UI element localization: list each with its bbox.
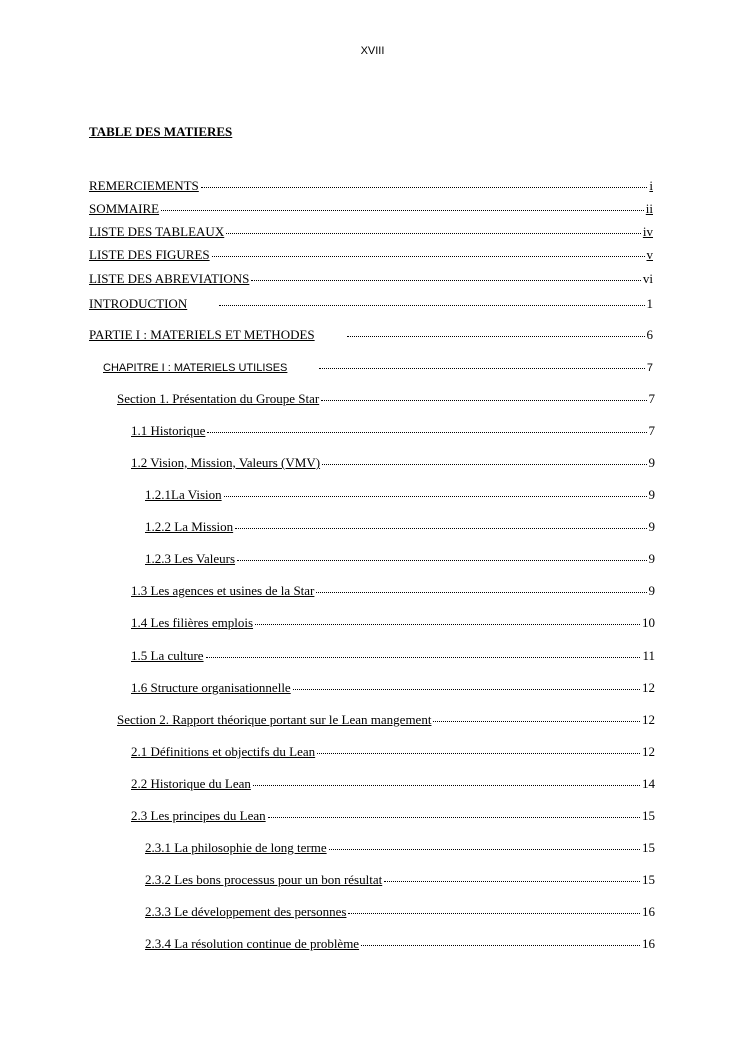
toc-entry-label: LISTE DES FIGURES [89, 247, 210, 262]
dot-leader [226, 222, 641, 236]
toc-entry-page: 7 [648, 391, 655, 406]
toc-entry-page: 9 [648, 455, 655, 470]
toc-entry-2-3[interactable] [131, 806, 655, 824]
dot-leader [268, 806, 640, 820]
dot-leader [384, 870, 640, 884]
toc-entry-label: REMERCIEMENTS [89, 178, 199, 193]
dot-leader [317, 742, 640, 756]
toc-entry-label: 2.1 Définitions et objectifs du Lean [131, 744, 316, 759]
toc-entry-1-4[interactable] [131, 613, 655, 631]
toc-entry-page: ii [645, 201, 653, 216]
toc-entry-2-3-1[interactable] [145, 838, 655, 856]
toc-entry-page: 9 [648, 519, 655, 534]
toc-entry-introduction[interactable] [89, 294, 653, 312]
toc-entry-label: Section 2. Rapport théorique portant sur le Lean mangement [117, 712, 432, 727]
toc-entry-label: 1.5 La culture [131, 648, 204, 663]
toc-entry-label: 1.4 Les filières emplois [131, 615, 254, 630]
toc-entry-label: Section 1. Présentation du Groupe Star [117, 391, 320, 406]
toc-entry-liste-tableaux[interactable] [89, 222, 653, 240]
toc-entry-2-2[interactable] [131, 774, 655, 792]
toc-entry-partie-1[interactable] [89, 325, 653, 343]
toc-entry-page: 15 [642, 872, 655, 887]
toc-entry-label: LISTE DES ABREVIATIONS [89, 271, 250, 286]
toc-entry-page: 11 [642, 648, 655, 663]
dot-leader [319, 357, 644, 371]
dot-leader [235, 517, 646, 531]
dot-leader [361, 934, 640, 948]
toc-entry-1-2-1[interactable] [145, 485, 655, 503]
dot-leader [253, 774, 640, 788]
toc-entry-page: 12 [642, 712, 655, 727]
toc-entry-section-1[interactable] [117, 389, 655, 407]
dot-leader [251, 269, 641, 283]
toc-entry-2-3-4[interactable] [145, 934, 655, 952]
toc-entry-1-6[interactable] [131, 678, 655, 696]
toc-entry-page: 9 [648, 551, 655, 566]
toc-entry-page: 16 [642, 904, 655, 919]
toc-entry-page: 12 [642, 744, 655, 759]
dot-leader [224, 485, 647, 499]
toc-entry-page: 10 [642, 615, 655, 630]
dot-leader [201, 176, 648, 190]
toc-entry-label: 1.6 Structure organisationnelle [131, 680, 291, 695]
toc-entry-liste-abreviations[interactable] [89, 269, 653, 287]
toc-entry-page: 15 [642, 808, 655, 823]
toc-entry-label: PARTIE I : MATERIELS ET METHODES [89, 327, 315, 342]
toc-entry-page: i [649, 178, 653, 193]
toc-entry-page: 12 [642, 680, 655, 695]
toc-title: TABLE DES MATIERES [89, 124, 233, 139]
toc-entry-page: 6 [646, 327, 653, 342]
toc-entry-label: 1.2 Vision, Mission, Valeurs (VMV) [131, 455, 321, 470]
toc-entry-page: 15 [642, 840, 655, 855]
toc-entry-2-1[interactable] [131, 742, 655, 760]
toc-entry-label: LISTE DES TABLEAUX [89, 224, 225, 239]
page-number: XVIII [360, 45, 385, 57]
toc-entry-1-3[interactable] [131, 581, 655, 599]
dot-leader [348, 902, 640, 916]
toc-entry-label: 2.3.1 La philosophie de long terme [145, 840, 327, 855]
toc-entry-page: 7 [648, 423, 655, 438]
toc-entry-2-3-3[interactable] [145, 902, 655, 920]
toc-entry-page: v [646, 247, 653, 262]
dot-leader [347, 325, 645, 339]
dot-leader [237, 549, 646, 563]
toc-entry-page: 9 [648, 487, 655, 502]
toc-entry-page: 1 [646, 296, 653, 311]
toc-entry-1-2-3[interactable] [145, 549, 655, 567]
dot-leader [329, 838, 640, 852]
toc-entry-1-1[interactable] [131, 421, 655, 439]
toc-entry-label: 1.3 Les agences et usines de la Star [131, 583, 315, 598]
dot-leader [293, 678, 640, 692]
dot-leader [206, 646, 641, 660]
toc-entry-1-2-2[interactable] [145, 517, 655, 535]
toc-entry-2-3-2[interactable] [145, 870, 655, 888]
toc-entry-label: CHAPITRE I : MATERIELS UTILISES [103, 362, 288, 374]
dot-leader [316, 581, 646, 595]
dot-leader [212, 245, 645, 259]
toc-entry-1-5[interactable] [131, 646, 655, 664]
toc-entry-sommaire[interactable] [89, 199, 653, 217]
toc-entry-liste-figures[interactable] [89, 245, 653, 263]
toc-entry-label: 1.2.2 La Mission [145, 519, 234, 534]
toc-entry-page: iv [642, 224, 653, 239]
toc-entry-page: vi [642, 271, 653, 286]
toc-entry-label: 2.3.3 Le développement des personnes [145, 904, 347, 919]
toc-entry-label: 2.3 Les principes du Lean [131, 808, 266, 823]
toc-entry-1-2[interactable] [131, 453, 655, 471]
dot-leader [161, 199, 644, 213]
dot-leader [207, 421, 646, 435]
toc-entry-label: 1.1 Historique [131, 423, 206, 438]
toc-entry-label: 2.2 Historique du Lean [131, 776, 251, 791]
toc-entry-label: SOMMAIRE [89, 201, 160, 216]
toc-entry-label: INTRODUCTION [89, 296, 188, 311]
dot-leader [321, 389, 646, 403]
toc-entry-chapitre-1[interactable] [103, 357, 653, 376]
toc-entry-label: 2.3.4 La résolution continue de problème [145, 936, 360, 951]
toc-entry-label: 1.2.3 Les Valeurs [145, 551, 236, 566]
dot-leader [433, 710, 640, 724]
toc-entry-section-2[interactable] [117, 710, 655, 728]
dot-leader [322, 453, 646, 467]
dot-leader [255, 613, 640, 627]
toc-entry-label: 2.3.2 Les bons processus pour un bon résultat [145, 872, 383, 887]
toc-entry-page: 14 [642, 776, 655, 791]
dot-leader [219, 294, 644, 308]
toc-entry-page: 7 [646, 362, 653, 374]
toc-entry-page: 16 [642, 936, 655, 951]
toc-entry-page: 9 [648, 583, 655, 598]
toc-entry-label: 1.2.1La Vision [145, 487, 222, 502]
toc-entry-remerciements[interactable] [89, 176, 653, 194]
